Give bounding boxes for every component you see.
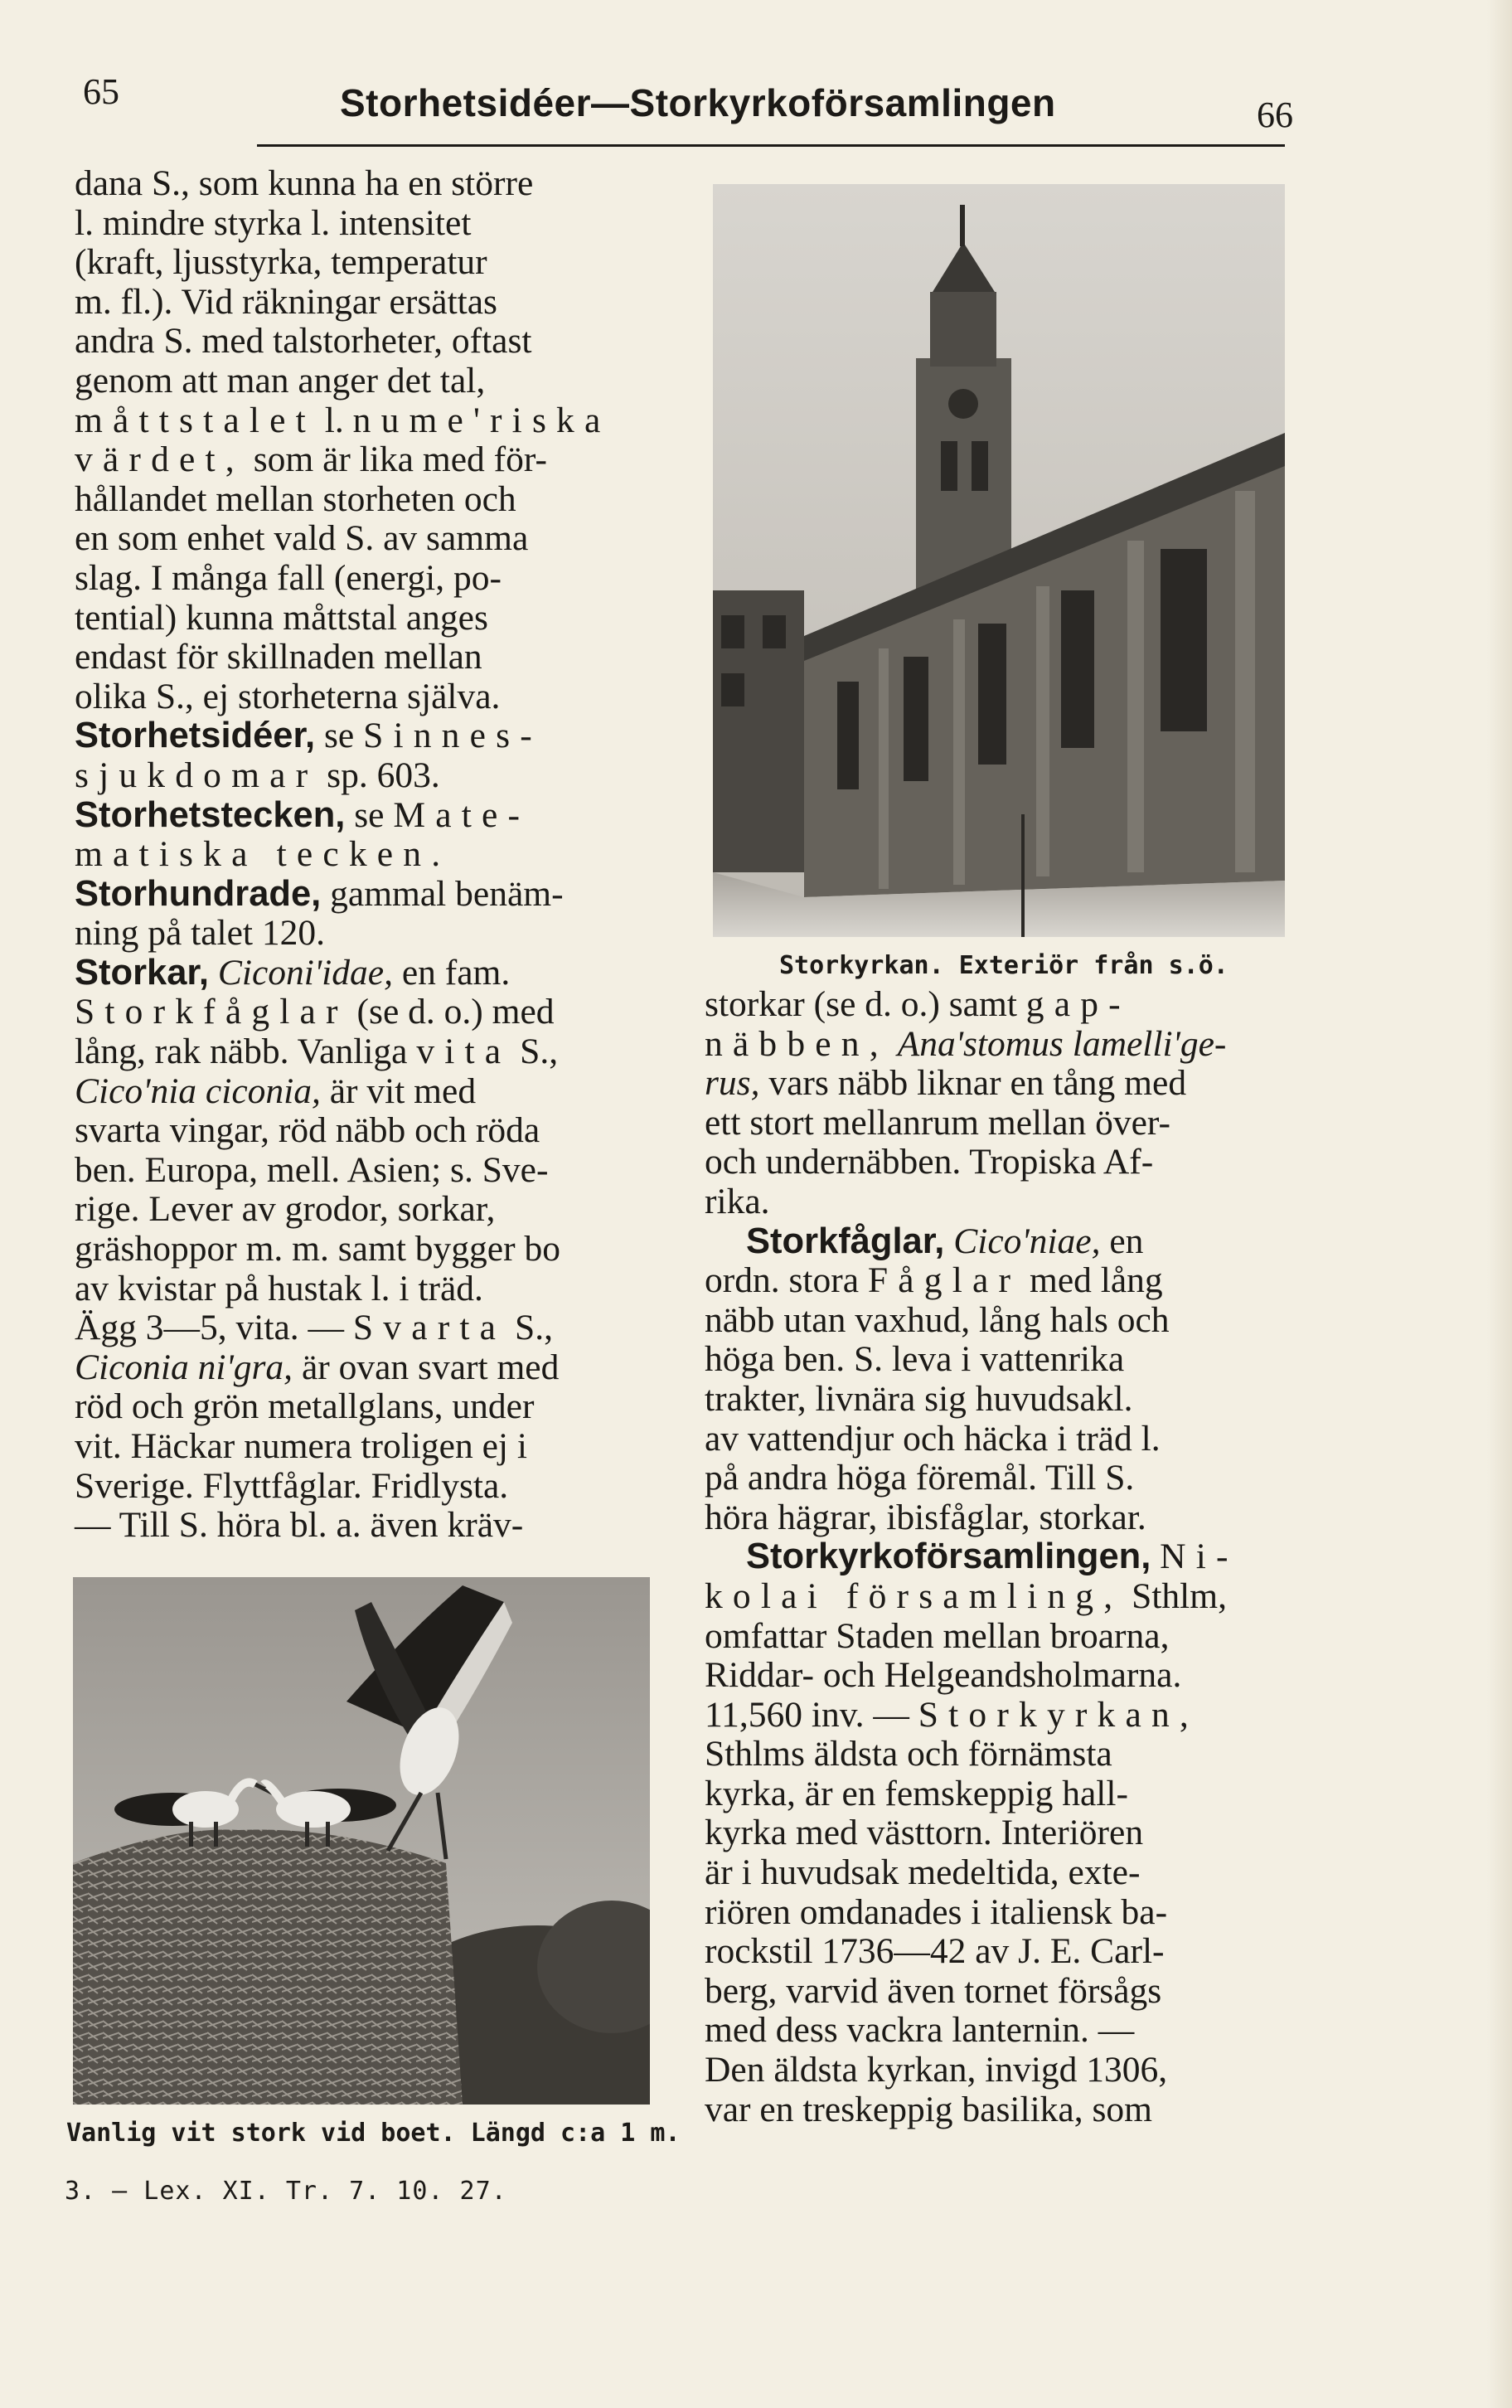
text-line: svarta vingar, röd näbb och röda [75,1110,540,1151]
text-fragment: S., [520,1032,559,1072]
text-line: ning på talet 120. [75,913,326,954]
entry-headword: Storkyrkoförsamlingen, [746,1537,1151,1577]
text-line: höga ben. S. leva i vattenrika [705,1339,1125,1380]
spaced-term: vita [416,1032,511,1072]
text-fragment: är vit med [329,1070,477,1111]
text-line: Sverige. Flyttfåglar. Fridlysta. [75,1465,509,1506]
church-photo [713,184,1285,937]
text-fragment: vars näbb liknar en tång med [768,1063,1187,1104]
text-line: vit. Häckar numera troligen ej i [75,1426,527,1466]
text-line [705,1261,1290,1301]
text-line: näbb utan vaxhud, lång hals och [705,1299,1170,1340]
text-fragment: är ovan svart med [301,1347,560,1387]
text-fragment: 11,560 inv. — [705,1694,909,1735]
text-fragment: Sthlm, [1132,1575,1227,1616]
text-line [75,756,675,796]
stork-photo [73,1577,650,2105]
latin-name: Ana'stomus lamelli'ge- [897,1023,1227,1064]
cross-reference: Fåglar [867,1260,1021,1301]
text-line: Den äldsta kyrkan, invigd 1306, [705,2050,1168,2090]
text-fragment: som är lika med för- [253,439,547,480]
entry-headword: Storkfåglar, [746,1221,945,1261]
text-fragment: gammal benäm- [330,873,564,914]
spaced-term: Svarta [352,1308,506,1348]
latin-name: Ciconia ni'gra, [75,1347,293,1387]
church-photo-caption: Storkyrkan. Exteriör från s.ö. [779,951,1228,980]
page-number-right: 66 [1257,95,1293,135]
text-line: av kvistar på hustak l. i träd. [75,1268,483,1308]
cross-reference: sjukdomar [75,755,318,795]
text-line [75,1308,675,1348]
text-line: höra hägrar, ibisfåglar, storkar. [705,1497,1146,1537]
text-line [75,1348,675,1388]
text-line [75,401,675,441]
text-fragment: Ägg 3—5, vita. — [75,1308,345,1348]
stork-photo-caption: Vanlig vit stork vid boet. Längd c:a 1 m. [66,2119,681,2148]
text-line: andra S. med talstorheter, oftast [75,321,532,362]
text-line: ben. Europa, mell. Asien; s. Sve- [75,1149,549,1190]
entry-headword: Storhetstecken, [75,794,346,835]
text-line [75,1032,675,1072]
text-fragment: lång, rak näbb. Vanliga [75,1032,408,1072]
entry-storhetsideer [75,716,675,756]
cross-reference: kolai församling, [705,1575,1123,1616]
cross-reference: matiska tecken. [75,834,451,875]
text-line [75,993,675,1032]
text-line: och undernäbben. Tropiska Af- [705,1142,1154,1182]
spaced-term: måttstalet [75,400,316,440]
text-line: röd och grön metallglans, under [75,1386,535,1427]
text-line: gräshoppor m. m. samt bygger bo [75,1229,560,1270]
spaced-term: nume'riska [352,400,611,440]
spaced-term: näbben, [705,1023,889,1064]
text-line [75,1072,675,1112]
text-fragment: se [354,794,385,835]
page-edge [1487,0,1512,2408]
right-column [705,985,1290,2129]
text-line: slag. I många fall (energi, po- [75,557,502,598]
text-line: rika. [705,1181,770,1221]
text-line: trakter, livnära sig huvudsakl. [705,1378,1133,1419]
text-line: olika S., ej storheterna själva. [75,676,501,716]
text-line: Sthlms äldsta och förnämsta [705,1734,1112,1774]
text-line: l. mindre styrka l. intensitet [75,202,472,243]
text-line: tential) kunna måttstal anges [75,597,488,638]
text-line: en som enhet vald S. av samma [75,518,529,559]
text-line: berg, varvid även tornet försågs [705,1970,1162,2011]
text-fragment: ordn. stora [705,1260,860,1301]
entry-storhetstecken [75,796,675,836]
text-line [705,1025,1290,1065]
printer-footer: 3. — Lex. XI. Tr. 7. 10. 27. [65,2177,507,2206]
page-header [83,62,1293,137]
text-line [75,835,675,875]
text-fragment: sp. 603. [327,755,440,795]
text-line: genom att man anger det tal, [75,360,486,401]
text-line: är i huvudsak medeltida, exte- [705,1852,1141,1893]
entry-storkyrkoforsamlingen [705,1537,1290,1577]
text-line: rockstil 1736—42 av J. E. Carl- [705,1931,1165,1972]
stork-illustration [73,1577,650,2105]
cross-reference: Storkfåglar [75,992,348,1032]
text-line: dana S., som kunna ha en större [75,163,534,203]
text-line: rige. Lever av grodor, sorkar, [75,1189,496,1230]
spaced-term: gap- [1025,984,1131,1024]
text-fragment: en [1109,1221,1144,1261]
text-line: endast för skillnaden mellan [75,637,482,677]
text-line [75,440,675,480]
text-line: — Till S. höra bl. a. även kräv- [75,1505,524,1546]
text-line [705,985,1290,1025]
entry-headword: Storhetsidéer, [75,716,316,756]
running-title: Storhetsidéer—Storkyrkoförsamlingen [340,81,1056,124]
spaced-term: värdet, [75,439,245,480]
text-line: (kraft, ljusstyrka, temperatur [75,242,487,283]
text-fragment: med lång [1030,1260,1163,1301]
latin-name: Cico'nia [75,1070,197,1111]
page-number-left: 65 [83,71,119,112]
latin-name: Ciconi'idae, [217,952,393,993]
text-line: av vattendjur och häcka i träd l. [705,1418,1161,1459]
text-fragment: storkar (se d. o.) samt [705,984,1017,1024]
text-line: Riddar- och Helgeandsholmarna. [705,1655,1182,1696]
latin-name: rus, [705,1063,760,1104]
text-line: ett stort mellanrum mellan över- [705,1102,1171,1143]
text-line [705,1577,1290,1617]
text-fragment: S., [515,1308,553,1348]
text-line: m. fl.). Vid räkningar ersättas [75,281,497,322]
text-line: kyrka, är en femskeppig hall- [705,1773,1128,1813]
entry-storkfaglar [705,1222,1290,1262]
text-line: riören omdanades i italiensk ba- [705,1891,1168,1932]
text-line: med dess vackra lanternin. — [705,2010,1135,2051]
church-illustration [713,184,1285,937]
left-column [75,164,675,1546]
latin-name: ciconia, [205,1070,321,1111]
text-fragment: l. [324,400,344,440]
text-line: kyrka med västtorn. Interiören [705,1813,1144,1853]
text-fragment: (se d. o.) med [356,992,555,1032]
text-line: på andra höga föremål. Till S. [705,1458,1135,1498]
entry-headword: Storkar, [75,952,209,993]
text-line: hållandet mellan storheten och [75,478,516,519]
latin-name: Cico'niae, [953,1221,1101,1261]
cross-reference: Storkyrkan, [918,1694,1199,1735]
text-fragment: se [323,716,355,756]
entry-storkar [75,954,675,993]
text-line: omfattar Staden mellan broarna, [705,1615,1170,1656]
entry-storhundrade [75,875,675,915]
cross-reference: Sinnes- [363,716,542,756]
text-line: var en treskeppig basilika, som [705,2089,1152,2129]
entry-headword: Storhundrade, [75,873,322,914]
cross-reference: Ni- [1160,1537,1238,1577]
text-line [705,1064,1290,1104]
cross-reference: Mate- [393,794,531,835]
text-line [705,1696,1290,1736]
header-rule [257,144,1285,147]
text-fragment: en fam. [401,952,511,993]
